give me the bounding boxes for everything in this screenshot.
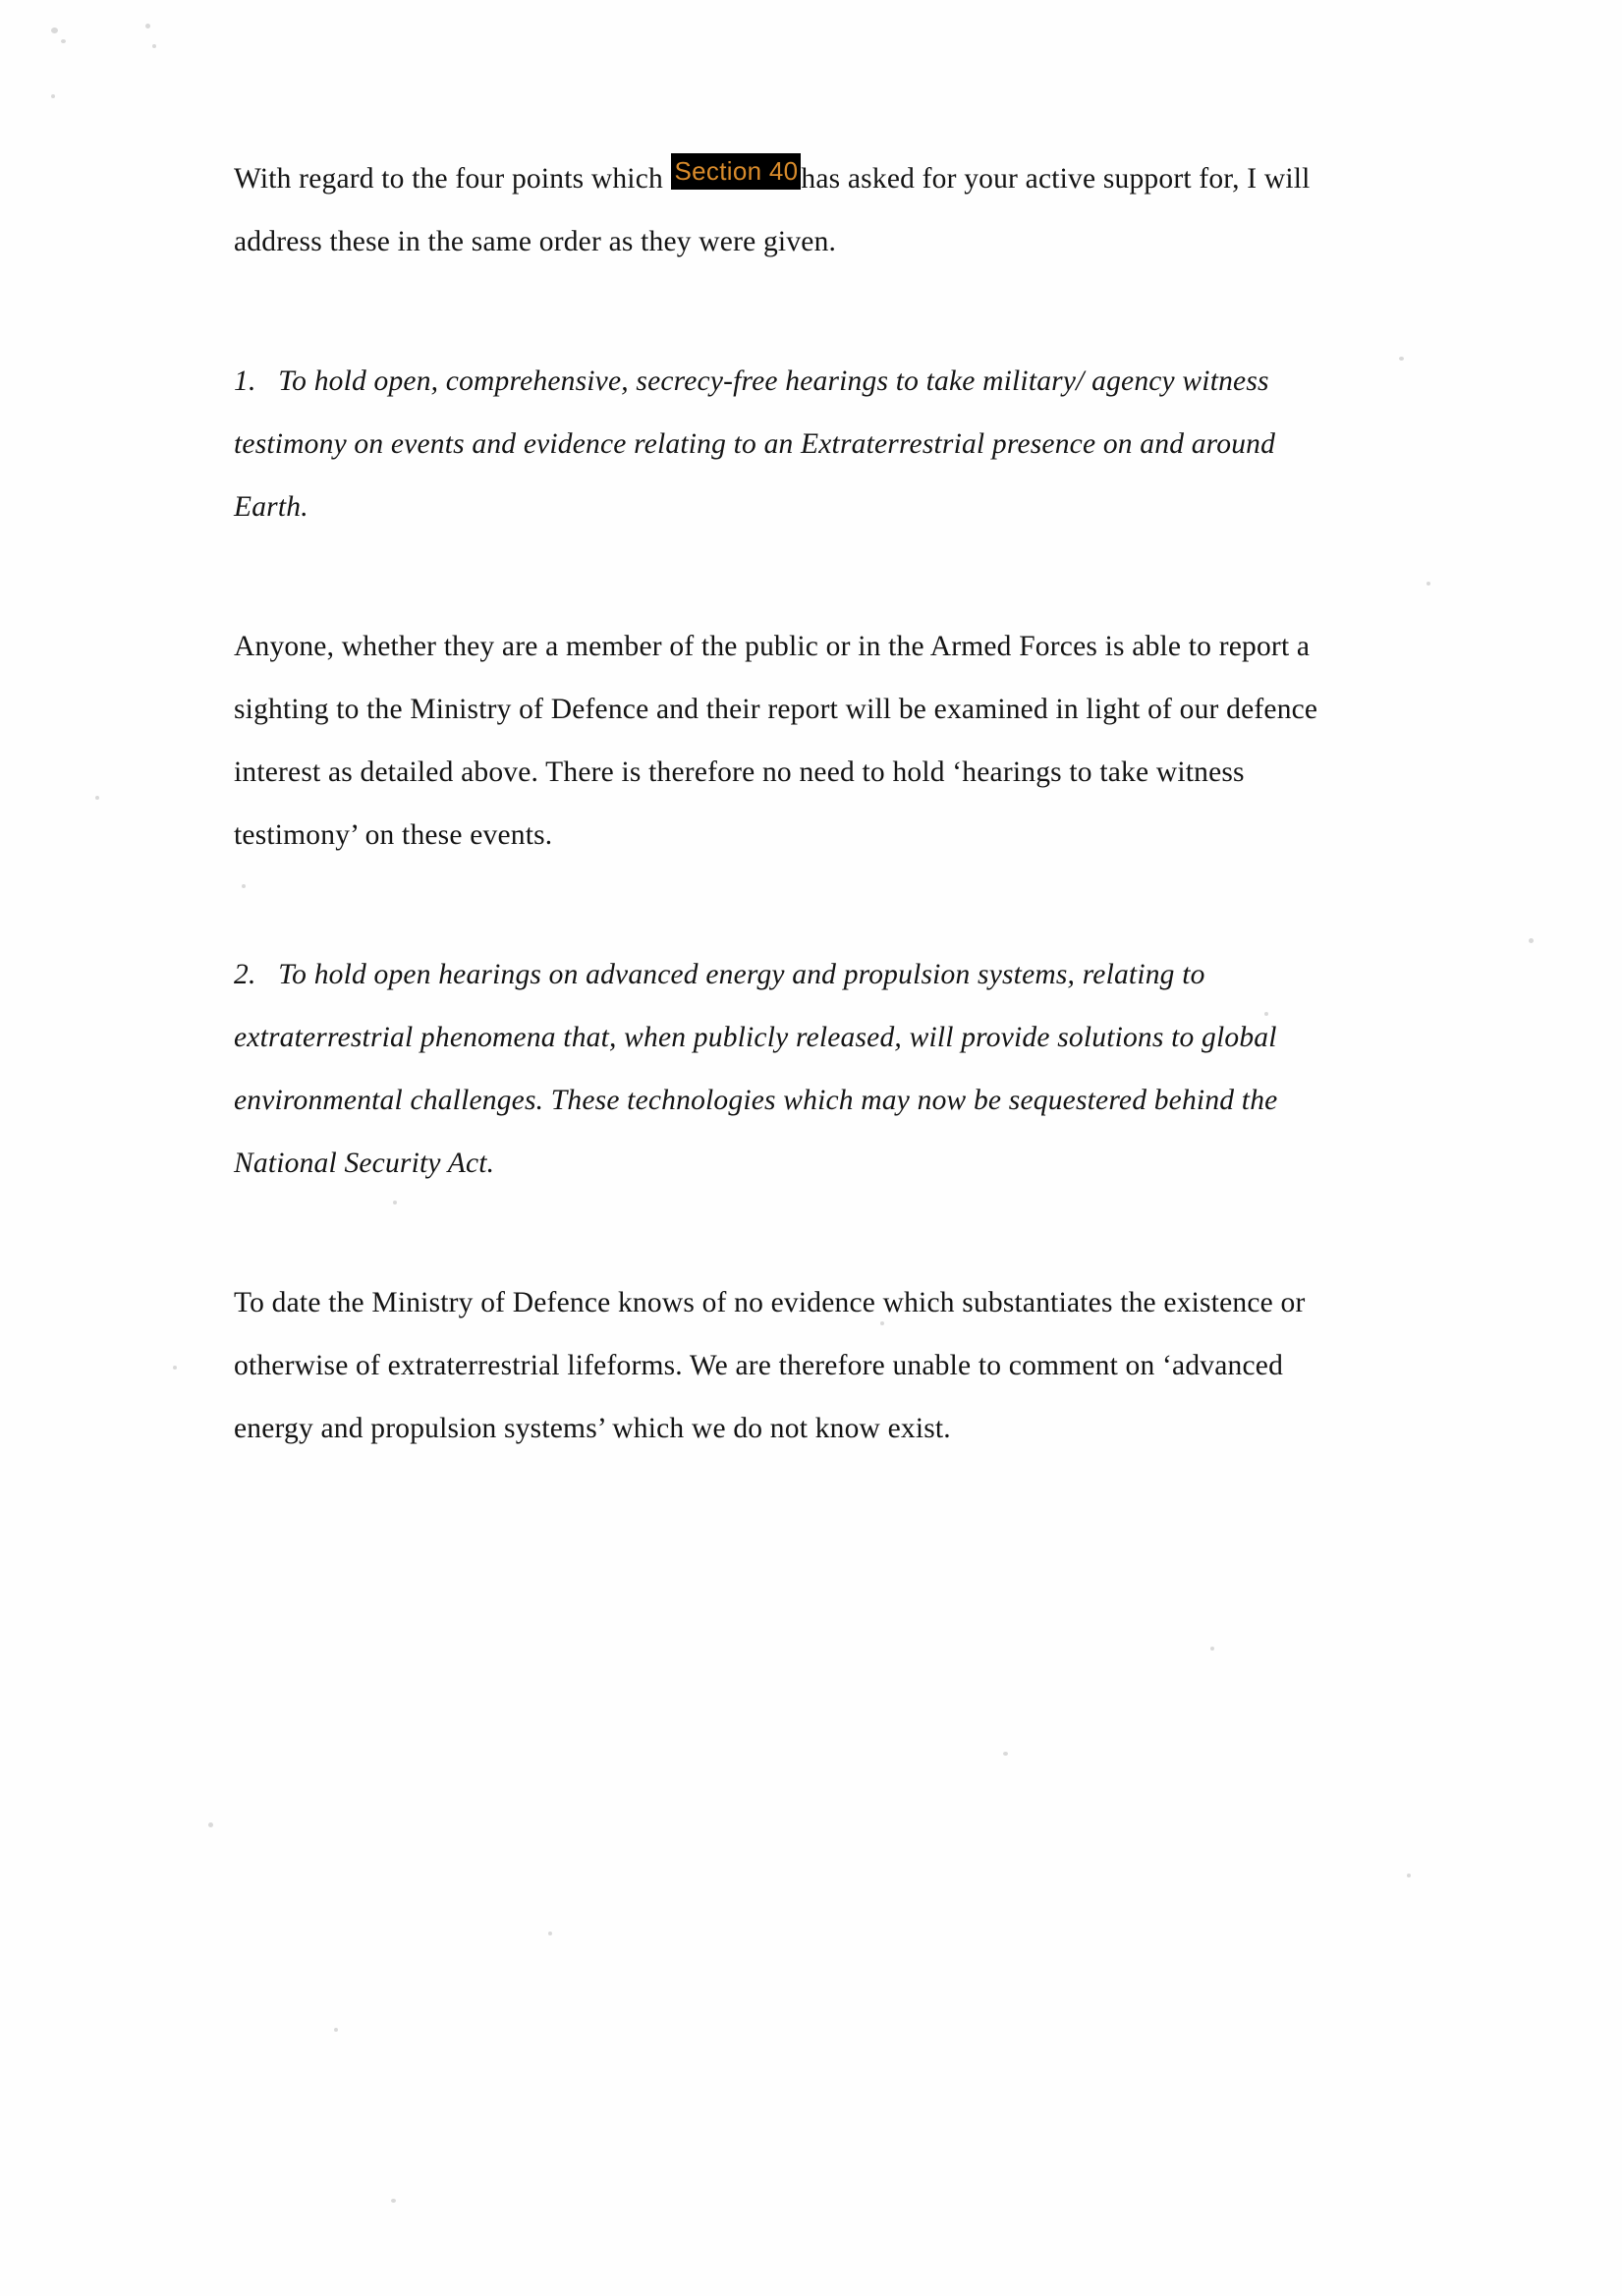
scan-speck (152, 44, 156, 48)
document-body (234, 147, 1354, 1503)
point-1-number: 1. (234, 365, 256, 397)
scan-speck (334, 2028, 338, 2032)
scan-speck (1407, 1874, 1411, 1877)
point-2-text: To hold open hearings on advanced energy and propulsion systems, relating to extraterrestrial phenomena that, when publicly released, will provide solutions to global environmental challenges. These technologies which may now be sequestered behind the National Security Act. (234, 959, 1278, 1179)
scan-speck (208, 1822, 213, 1827)
scan-speck (1003, 1752, 1008, 1756)
scan-speck (51, 94, 55, 98)
scan-speck (1399, 357, 1404, 361)
scan-speck (391, 2199, 396, 2203)
scan-speck (173, 1366, 177, 1370)
reply-1-text: Anyone, whether they are a member of the public or in the Armed Forces is able to report a sighting to the Ministry of Defence and their report will be examined in light of our defence interest as detailed above. There is therefore no need to hold ‘hearings to take witness testimony’ on these events. (234, 631, 1318, 851)
intro-text-before: With regard to the four points which (234, 163, 671, 195)
scan-speck (61, 39, 66, 43)
point-2-number: 2. (234, 959, 256, 990)
scan-speck (51, 28, 58, 33)
paragraph-intro (234, 147, 1354, 273)
point-1-text: To hold open, comprehensive, secrecy-free hearings to take military/ agency witness testimony on events and evidence relating to an Extraterrestrial presence on and around Earth. (234, 365, 1276, 523)
reply-2-text: To date the Ministry of Defence knows of no evidence which substantiates the existence or otherwise of extraterrestrial lifeforms. We are therefore unable to comment on ‘advanced energy and propulsion systems’ which we do not know exist. (234, 1287, 1306, 1444)
redaction-block-section-40: Section 40 (671, 153, 802, 190)
paragraph-reply-2 (234, 1271, 1354, 1460)
intro-text-after: has asked for your active support for, I will address these in the same order as they were given. (234, 163, 1311, 257)
paragraph-reply-1 (234, 615, 1354, 867)
paragraph-point-2 (234, 943, 1354, 1195)
scan-speck (1529, 938, 1534, 943)
scan-speck (145, 24, 150, 28)
scan-speck (95, 796, 99, 800)
scan-speck (548, 1932, 552, 1935)
scan-speck (1210, 1647, 1214, 1651)
scan-speck (1426, 582, 1430, 586)
paragraph-point-1 (234, 350, 1354, 538)
